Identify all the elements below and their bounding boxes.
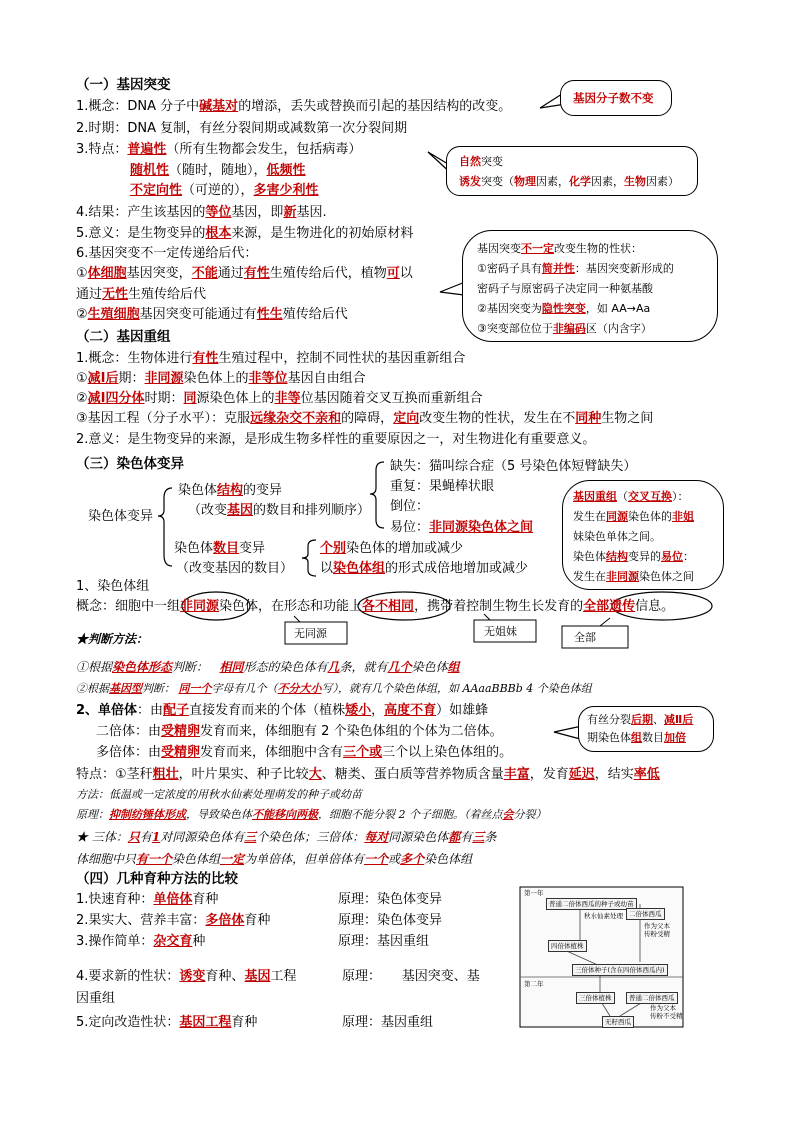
flow-diploid-seed: 普通二倍体西瓜的种子或幼苗 [546, 898, 637, 910]
s1-line-4: 随机性（随时，随地），低频性 [130, 163, 306, 178]
tag-all: 全部 [574, 631, 596, 644]
section-4-title: （四）几种育种方法的比较 [76, 871, 238, 887]
flow-year-2: 第二年 [524, 980, 544, 988]
flow-diploid-2: 普通二倍体西瓜 [626, 992, 678, 1004]
chromosome-set-concept: 概念：细胞中一组非同源染色体，在形态和功能上各不相同，携带着控制生物生长发育的全部遗传信息。 [76, 599, 675, 614]
breeding-5-principle: 原理：基因重组 [342, 1015, 434, 1030]
breeding-4-principle: 原理： 基因突变、基 [342, 969, 480, 984]
judge-2: ②根据基因型判断： 同一个字母有几个（不分大小写），就有几个染色体组，如 AAaaBBBb 4 个染色体组 [76, 682, 592, 695]
callout-natural: 自然突变 [459, 155, 503, 168]
s1-line-7: 5.意义：是生物变异的根本来源，是生物进化的初始原材料 [76, 226, 414, 241]
flow-as-father-2: 作为父本 [650, 1004, 676, 1012]
breeding-3-principle: 原理：基因重组 [338, 934, 430, 949]
s1-line-1: 1.概念：DNA 分子中碱基对的增添，丢失或替换而引起的基因结构的改变。 [76, 99, 512, 114]
section-1-title: （一）基因突变 [76, 77, 171, 93]
haploid-line: 2、单倍体：由配子直接发育而来的个体（植株矮小，高度不育）如雄蜂 [76, 703, 489, 718]
callout-recombination-text: 基因重组（交叉互换）： 发生在同源染色体的非姐 妹染色单体之间。 染色体结构变异的易位： 发生在非同源染色体之间 [573, 490, 694, 583]
struct-duplication: 重复：果蝇棒状眼 [390, 479, 495, 494]
callout-not-change-text: 基因突变不一定改变生物的性状： ①密码子具有简并性：基因突变新形成的 密码子与原密码子决定同一种氨基酸 ②基因突变为隐性突变，如 AA→Aa ③突变部位位于非编码区（内含字） [477, 242, 674, 335]
struct-variation-sub: （改变基因的数目和排列顺序） [188, 503, 371, 518]
polyploid-method: 方法：低温或一定浓度的用秋水仙素处理萌发的种子或幼苗 [76, 788, 362, 801]
s1-line-6: 4.结果：产生该基因的等位基因，即新基因. [76, 205, 327, 220]
polyploid-line: 多倍体：由受精卵发育而来，体细胞中含有三个或三个以上染色体组的。 [96, 745, 513, 760]
judge-method: ★判断方法： [76, 632, 149, 646]
judge-1: ①根据染色体形态判断： 相同形态的染色体有几条，就有几个染色体组 [76, 660, 460, 674]
struct-deletion: 缺失：猫叫综合症（5 号染色体短臂缺失） [390, 459, 637, 474]
breeding-3: 3.操作简单：杂交育种 [76, 934, 206, 949]
s2-line-4: ③基因工程（分子水平）：克服远缘杂交不亲和的障碍，定向改变生物的性状，发生在不同种生物之间 [76, 411, 654, 426]
s1-line-3: 3.特点：普遍性（所有生物都会发生，包括病毒） [76, 142, 362, 157]
struct-variation: 染色体结构的变异 [178, 483, 283, 498]
s1-line-9: ①体细胞基因突变，不能通过有性生殖传给后代，植物可以 [76, 266, 413, 281]
flow-triploid-plant: 三倍体植株 [576, 992, 615, 1004]
num-variation-sub: （改变基因的数目） [176, 561, 294, 576]
callout-recombination-vs-translocation [562, 480, 724, 590]
flow-diploid: 二倍体西瓜 [626, 908, 665, 920]
s2-line-1: 1.概念：生物体进行有性生殖过程中，控制不同性状的基因重新组合 [76, 351, 466, 366]
polyploid-principle: 原理：抑制纺锤体形成，导致染色体不能移向两极，细胞不能分裂 2 个子细胞。（着丝点会分裂） [76, 808, 547, 821]
flow-colchicine: 秋水仙素处理 [584, 912, 623, 920]
chromosome-set-title: 1、染色体组 [76, 579, 150, 594]
callout-induced: 诱发突变（物理因素，化学因素，生物因素） [459, 175, 679, 188]
breeding-4-cont: 因重组 [76, 991, 116, 1006]
breeding-2-principle: 原理：染色体变异 [338, 913, 443, 928]
flow-year-1: 第一年 [524, 889, 544, 897]
callout-doubling [578, 706, 714, 752]
s2-line-5: 2.意义：是生物变异的来源，是形成生物多样性的重要原因之一，对生物进化有重要意义。 [76, 432, 596, 447]
s2-line-2: ①减Ⅰ后期：非同源染色体上的非等位基因自由组合 [76, 371, 366, 386]
num-individual: 个别染色体的增加或减少 [320, 541, 464, 556]
flow-seedless: 无籽西瓜 [602, 1016, 634, 1028]
callout-doubling-text: 有丝分裂后期、减Ⅱ后 期染色体组数目加倍 [587, 713, 694, 744]
s1-line-5: 不定向性（可逆的），多害少利性 [130, 183, 319, 198]
breeding-1-principle: 原理：染色体变异 [338, 892, 443, 907]
breeding-1: 1.快速育种：单倍体育种 [76, 892, 219, 907]
callout-gene-count [560, 80, 672, 116]
flow-tetraploid: 四倍体植株 [548, 940, 587, 952]
s1-line-2: 2.时期：DNA 复制，有丝分裂间期或减数第一次分裂间期 [76, 121, 408, 136]
flow-pollinate-1: 传粉受精 [644, 930, 670, 938]
struct-translocation: 易位：非同源染色体之间 [390, 520, 534, 535]
breeding-5: 5.定向改造性状：基因工程育种 [76, 1015, 258, 1030]
s1-line-8: 6.基因突变不一定传递给后代： [76, 246, 258, 261]
struct-inversion: 倒位： [390, 499, 430, 514]
callout-mutation-types [446, 146, 698, 196]
diploid-line: 二倍体：由受精卵发育而来，体细胞有 2 个染色体组的个体为二倍体。 [96, 724, 503, 739]
haploid-set-line: 体细胞中只有一个染色体组一定为单倍体，但单倍体有一个或多个染色体组 [76, 852, 473, 866]
flow-triploid-seed: 三倍体种子(含在四倍体西瓜内) [572, 964, 668, 976]
breeding-2: 2.果实大、营养丰富：多倍体育种 [76, 913, 271, 928]
callout-gene-count-text: 基因分子数不变 [573, 91, 654, 105]
flow-as-father-1: 作为父本 [644, 922, 670, 930]
num-set: 以染色体组的形式成倍地增加或减少 [320, 561, 529, 576]
section-2-title: （二）基因重组 [76, 329, 171, 345]
polyploid-features: 特点：①茎秆粗壮，叶片果实、种子比较大、糖类、蛋白质等营养物质含量丰富，发育延迟，结实率低 [76, 767, 660, 782]
callout-not-change [462, 230, 718, 342]
tag-no-sister: 无姐妹 [484, 625, 517, 638]
tag-no-homolog: 无同源 [294, 627, 327, 640]
s2-line-3: ②减Ⅰ四分体时期：同源染色体上的非等位基因随着交叉互换而重新组合 [76, 391, 483, 406]
breeding-4: 4.要求新的性状：诱变育种、基因工程 [76, 969, 297, 984]
s1-line-11: ②生殖细胞基因突变可能通过有性生殖传给后代 [76, 307, 348, 322]
chromosome-variation-label: 染色体变异 [88, 509, 154, 524]
flow-pollinate-2: 传粉不受精 [650, 1012, 683, 1020]
trisomy-line: ★ 三体：只有1对同源染色体有三个染色体；三倍体：每对同源染色体都有三条 [76, 830, 497, 844]
section-3-title: （三）染色体变异 [76, 456, 184, 472]
s1-line-10: 通过无性生殖传给后代 [76, 287, 207, 302]
num-variation: 染色体数目变异 [174, 541, 266, 556]
